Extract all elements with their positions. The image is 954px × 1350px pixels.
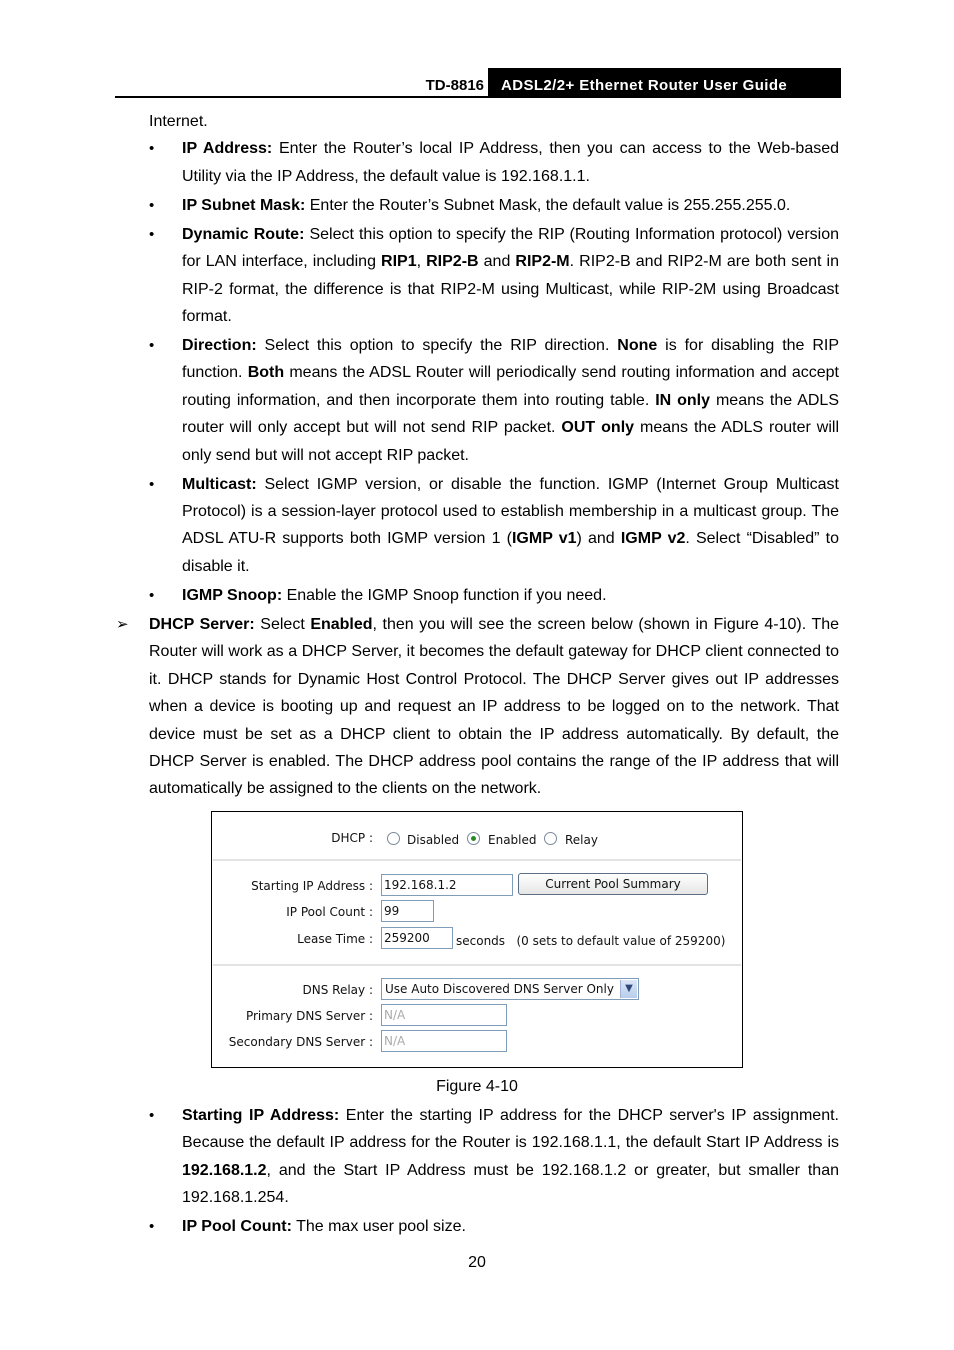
arrow-bullet-icon: ➢ xyxy=(116,615,129,633)
body-content xyxy=(116,108,840,803)
primary-dns-input[interactable]: N/A xyxy=(381,1004,507,1026)
dhcp-settings-figure xyxy=(211,811,743,1068)
lan-bullet-list xyxy=(149,135,839,609)
body-content-continued xyxy=(149,1102,839,1242)
dns-relay-label: DNS Relay : xyxy=(302,983,373,997)
section-divider xyxy=(213,964,741,966)
dhcp-bullet-list xyxy=(149,1102,839,1241)
bullet-multicast: • Multicast: Select IGMP version, or disable the function. IGMP (Internet Group Multicast Protocol) is a session-layer protocol used to establish membership in a multicast group. The ADSL ATU-R supports both IGMP version 1 (IGMP v1) and IGMP v2. Select “Disabled” to disable it. xyxy=(149,471,839,581)
header-title: ADSL2/2+ Ethernet Router User Guide xyxy=(488,68,841,96)
header-model: TD-8816 xyxy=(425,77,484,94)
intro-text: Internet. xyxy=(149,113,208,130)
radio-relay[interactable] xyxy=(544,832,557,845)
figure-caption: Figure 4-10 xyxy=(436,1078,518,1095)
bullet-starting-ip-address: • Starting IP Address: Enter the starting IP address for the DHCP server's IP assignment. Because the default IP address for the Router is 192.168.1.1, the default Start IP Address is 192.168.1.2, and the Start IP Address must be 192.168.1.2 or greater, but smaller than 192.168.1.254. xyxy=(149,1102,839,1212)
secondary-dns-input[interactable]: N/A xyxy=(381,1030,507,1052)
radio-disabled[interactable] xyxy=(387,832,400,845)
header-rule xyxy=(115,96,841,98)
ip-pool-count-label: IP Pool Count : xyxy=(286,905,373,919)
dns-relay-selected-value: Use Auto Discovered DNS Server Only xyxy=(385,982,614,996)
bullet-ip-subnet-mask: • IP Subnet Mask: Enter the Router’s Subnet Mask, the default value is 255.255.255.0. xyxy=(149,192,839,219)
current-pool-summary-button[interactable]: Current Pool Summary xyxy=(518,873,708,895)
dhcp-server-paragraph: ➢ DHCP Server: Select Enabled, then you will see the screen below (shown in Figure 4-10). The Router will work as a DHCP Server, it becomes the default gateway for DHCP client connected to it. DHCP stands for Dynamic Host Control Protocol. The DHCP Server gives out IP addresses when a device is booting up and request an IP address to be logged on to the network. That device must be set as a DHCP client to obtain the IP address automatically. By default, the DHCP Server is enabled. The DHCP address pool contains the range of the IP address that will automatically be assigned to the clients on the network. xyxy=(149,611,839,803)
radio-enabled[interactable] xyxy=(467,832,480,845)
lease-time-input[interactable]: 259200 xyxy=(381,927,453,949)
primary-dns-label: Primary DNS Server : xyxy=(245,1009,373,1023)
lease-time-hint: seconds (0 sets to default value of 259200) xyxy=(456,934,726,948)
page-number: 20 xyxy=(468,1254,486,1271)
starting-ip-label: Starting IP Address : xyxy=(251,879,373,893)
bullet-ip-address: • IP Address: Enter the Router’s local IP Address, then you can access to the Web-based Utility via the IP Address, the default value is 192.168.1.1. xyxy=(149,135,839,190)
page-header xyxy=(115,68,841,98)
dns-relay-select[interactable] xyxy=(381,978,639,1000)
chevron-down-icon[interactable]: ▼ xyxy=(620,980,637,998)
bullet-dynamic-route: • Dynamic Route: Select this option to specify the RIP (Routing Information protocol) version for LAN interface, including RIP1, RIP2-B and RIP2-M. RIP2-B and RIP2-M are both sent in RIP-2 format, the difference is that RIP2-M using Multicast, while RIP-2M using Broadcast format. xyxy=(149,221,839,331)
lease-time-label: Lease Time : xyxy=(297,932,373,946)
secondary-dns-label: Secondary DNS Server : xyxy=(228,1035,373,1049)
radio-relay-label: Relay xyxy=(565,833,598,847)
bullet-ip-pool-count: • IP Pool Count: The max user pool size. xyxy=(149,1213,839,1240)
ip-pool-count-input[interactable]: 99 xyxy=(381,900,434,922)
radio-disabled-label: Disabled xyxy=(407,833,460,847)
dhcp-label: DHCP : xyxy=(331,831,373,845)
section-divider xyxy=(213,859,741,861)
bullet-direction: • Direction: Select this option to specify the RIP direction. None is for disabling the RIP function. Both means the ADSL Router will periodically send routing information and accept routing information, and then incorporate them into routing table. IN only means the ADLS router will only accept but will not send RIP packet. OUT only means the ADLS router will only send but will not accept RIP packet. xyxy=(149,332,839,469)
radio-enabled-label: Enabled xyxy=(488,833,537,847)
bullet-igmp-snoop: • IGMP Snoop: Enable the IGMP Snoop function if you need. xyxy=(149,582,839,609)
starting-ip-input[interactable]: 192.168.1.2 xyxy=(381,874,513,896)
